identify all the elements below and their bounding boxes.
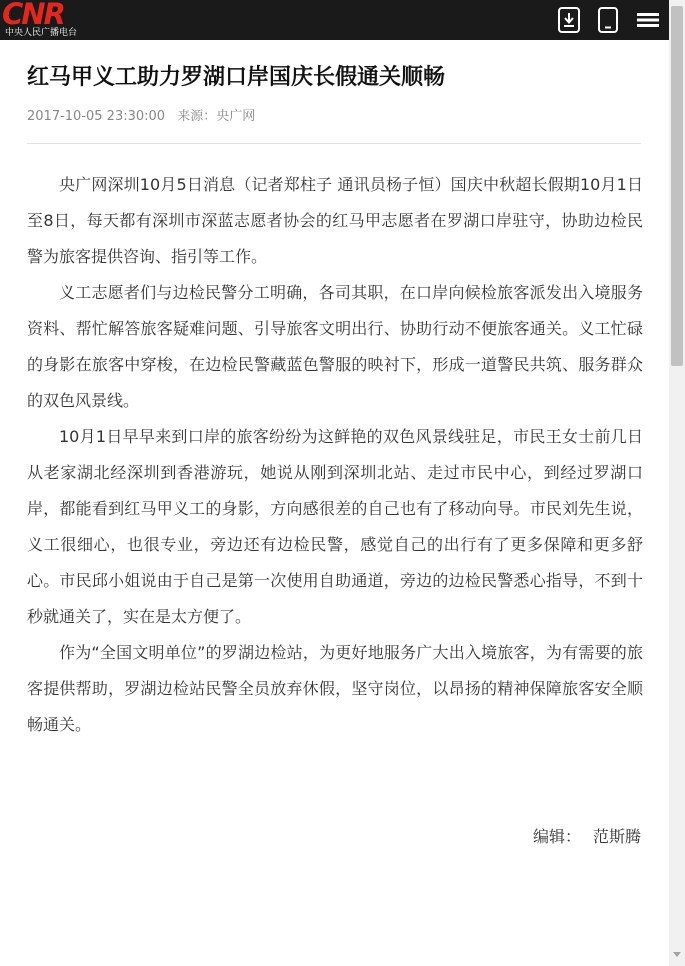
- article-paragraph: 10月1日早早来到口岸的旅客纷纷为这鲜艳的双色风景线驻足，市民王女士前几日从老家湖北经深圳到香港游玩，她说从刚到深圳北站、走过市民中心，到经过罗湖口岸，都能看到红马甲义工的身影，方向感很差的自己也有了移动向导。市民刘先生说，义工很细心，也很专业，旁边还有边检民警，感觉自己的出行有了更多保障和更多舒心。市民邱小姐说由于自己是第一次使用自助通道，旁边的边检民警悉心指导，不到十秒就通关了，实在是太方便了。: [27, 427, 643, 626]
- editor-name: 范斯腾: [592, 827, 641, 846]
- download-icon[interactable]: [555, 6, 583, 34]
- menu-icon[interactable]: [634, 6, 662, 34]
- scroll-down-arrow-icon[interactable]: [673, 952, 681, 957]
- article-paragraph: 义工志愿者们与边检民警分工明确，各司其职，在口岸向候检旅客派发出入境服务资料、帮忙解答旅客疑难问题、引导旅客文明出行、协助行动不便旅客通关。义工忙碌的身影在旅客中穿梭，在边检民警藏蓝色警服的映衬下，形成一道警民共筑、服务群众的双色风景线。: [27, 283, 643, 410]
- scrollbar-thumb[interactable]: [671, 6, 683, 366]
- divider: [27, 143, 641, 144]
- article-source: 来源：央广网: [177, 109, 256, 124]
- article-meta: [27, 107, 643, 127]
- vertical-scrollbar[interactable]: [669, 0, 685, 966]
- logo-wordmark: CNR: [2, 0, 64, 31]
- article: [27, 55, 643, 743]
- editor-credit: [533, 822, 641, 852]
- cnr-logo[interactable]: [2, 0, 102, 40]
- tablet-icon[interactable]: [594, 6, 622, 34]
- publish-date: 2017-10-05 23:30:00: [27, 109, 166, 124]
- logo-subtitle: 中央人民广播电台: [5, 28, 78, 38]
- top-bar: [0, 0, 669, 40]
- editor-label: 编辑：: [532, 827, 581, 846]
- article-paragraph: 作为“全国文明单位”的罗湖边检站，为更好地服务广大出入境旅客，为有需要的旅客提供帮助，罗湖边检站民警全员放弃休假，坚守岗位，以昂扬的精神保障旅客安全顺畅通关。: [27, 643, 643, 734]
- article-title: 红马甲义工助力罗湖口岸国庆长假通关顺畅: [27, 65, 446, 90]
- article-body: [27, 167, 643, 743]
- article-paragraph: 央广网深圳10月5日消息（记者郑柱子 通讯员杨子恒）国庆中秋超长假期10月1日至8日，每天都有深圳市深蓝志愿者协会的红马甲志愿者在罗湖口岸驻守，协助边检民警为旅客提供咨询、指引等工作。: [27, 175, 643, 266]
